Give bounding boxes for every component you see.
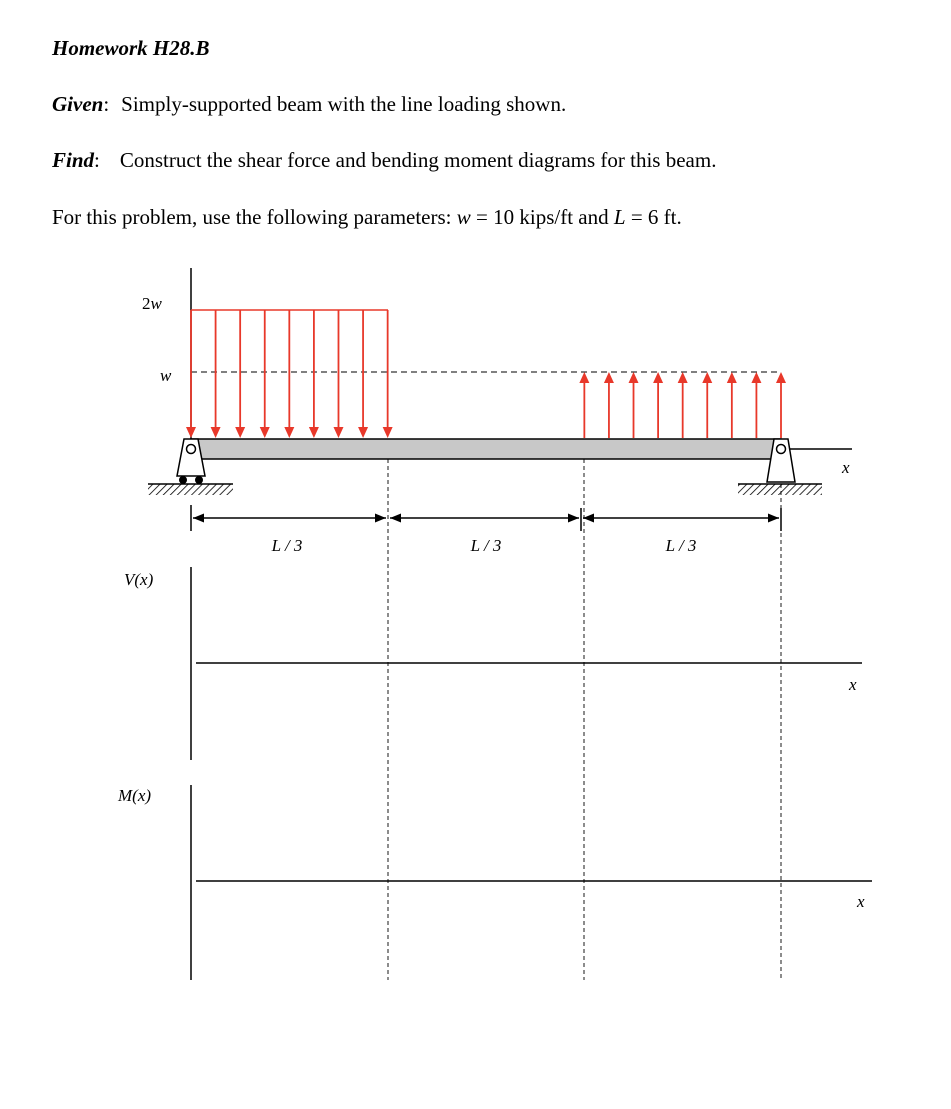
find-colon: : xyxy=(94,148,100,172)
w-value: = 10 kips/ft and xyxy=(470,205,614,229)
w-symbol: w xyxy=(456,205,471,229)
downward-load-arrow xyxy=(235,310,245,438)
upward-load-arrow xyxy=(604,372,614,438)
load-label-w: w xyxy=(160,366,172,385)
find-label: Find xyxy=(52,148,95,172)
beam xyxy=(191,439,781,459)
upward-load-arrows xyxy=(579,372,786,438)
upward-load-arrow xyxy=(727,372,737,438)
moment-label: M(x) xyxy=(118,786,152,805)
upward-load-arrow xyxy=(776,372,786,438)
shear-x-label: x xyxy=(849,675,857,694)
params-intro: For this problem, use the following parameters: xyxy=(52,205,457,229)
load-label-2w-w: w xyxy=(150,294,162,313)
downward-load-arrow xyxy=(260,310,270,438)
upward-load-arrow xyxy=(702,372,712,438)
dimension-lines xyxy=(191,505,781,531)
left-roller-wheel-2 xyxy=(195,476,203,484)
given-label: Given xyxy=(52,92,104,116)
beam-x-label: x xyxy=(842,458,850,477)
upward-load-arrow xyxy=(579,372,589,438)
dimension-label-3: L / 3 xyxy=(665,536,697,555)
downward-load-arrow xyxy=(186,310,196,438)
find-text: Construct the shear force and bending moment diagrams for this beam. xyxy=(119,148,717,172)
downward-load-arrow xyxy=(358,310,368,438)
downward-load-arrow xyxy=(333,310,343,438)
moment-x-label: x xyxy=(857,892,865,911)
upward-load-arrow xyxy=(751,372,761,438)
L-value: = 6 ft. xyxy=(625,205,682,229)
right-ground-hatch xyxy=(738,484,822,495)
upward-load-arrow xyxy=(629,372,639,438)
left-ground-hatch xyxy=(148,484,233,495)
downward-load-arrow xyxy=(383,310,393,438)
dimension-label-1: L / 3 xyxy=(271,536,303,555)
downward-load-arrow xyxy=(284,310,294,438)
shear-label: V(x) xyxy=(124,570,154,589)
given-colon: : xyxy=(103,92,110,116)
left-roller-wheel-1 xyxy=(179,476,187,484)
upward-load-arrow xyxy=(653,372,663,438)
given-text: Simply-supported beam with the line loading shown. xyxy=(121,92,567,116)
upward-load-arrow xyxy=(678,372,688,438)
load-label-2w: 2w xyxy=(142,294,162,313)
page-title: Homework H28.B xyxy=(52,36,210,60)
left-support-pin xyxy=(187,445,196,454)
right-support-pin xyxy=(777,445,786,454)
downward-load-arrow xyxy=(309,310,319,438)
downward-load-arrows xyxy=(186,310,393,438)
downward-load-arrow xyxy=(211,310,221,438)
dimension-label-2: L / 3 xyxy=(470,536,502,555)
L-symbol: L xyxy=(613,205,626,229)
